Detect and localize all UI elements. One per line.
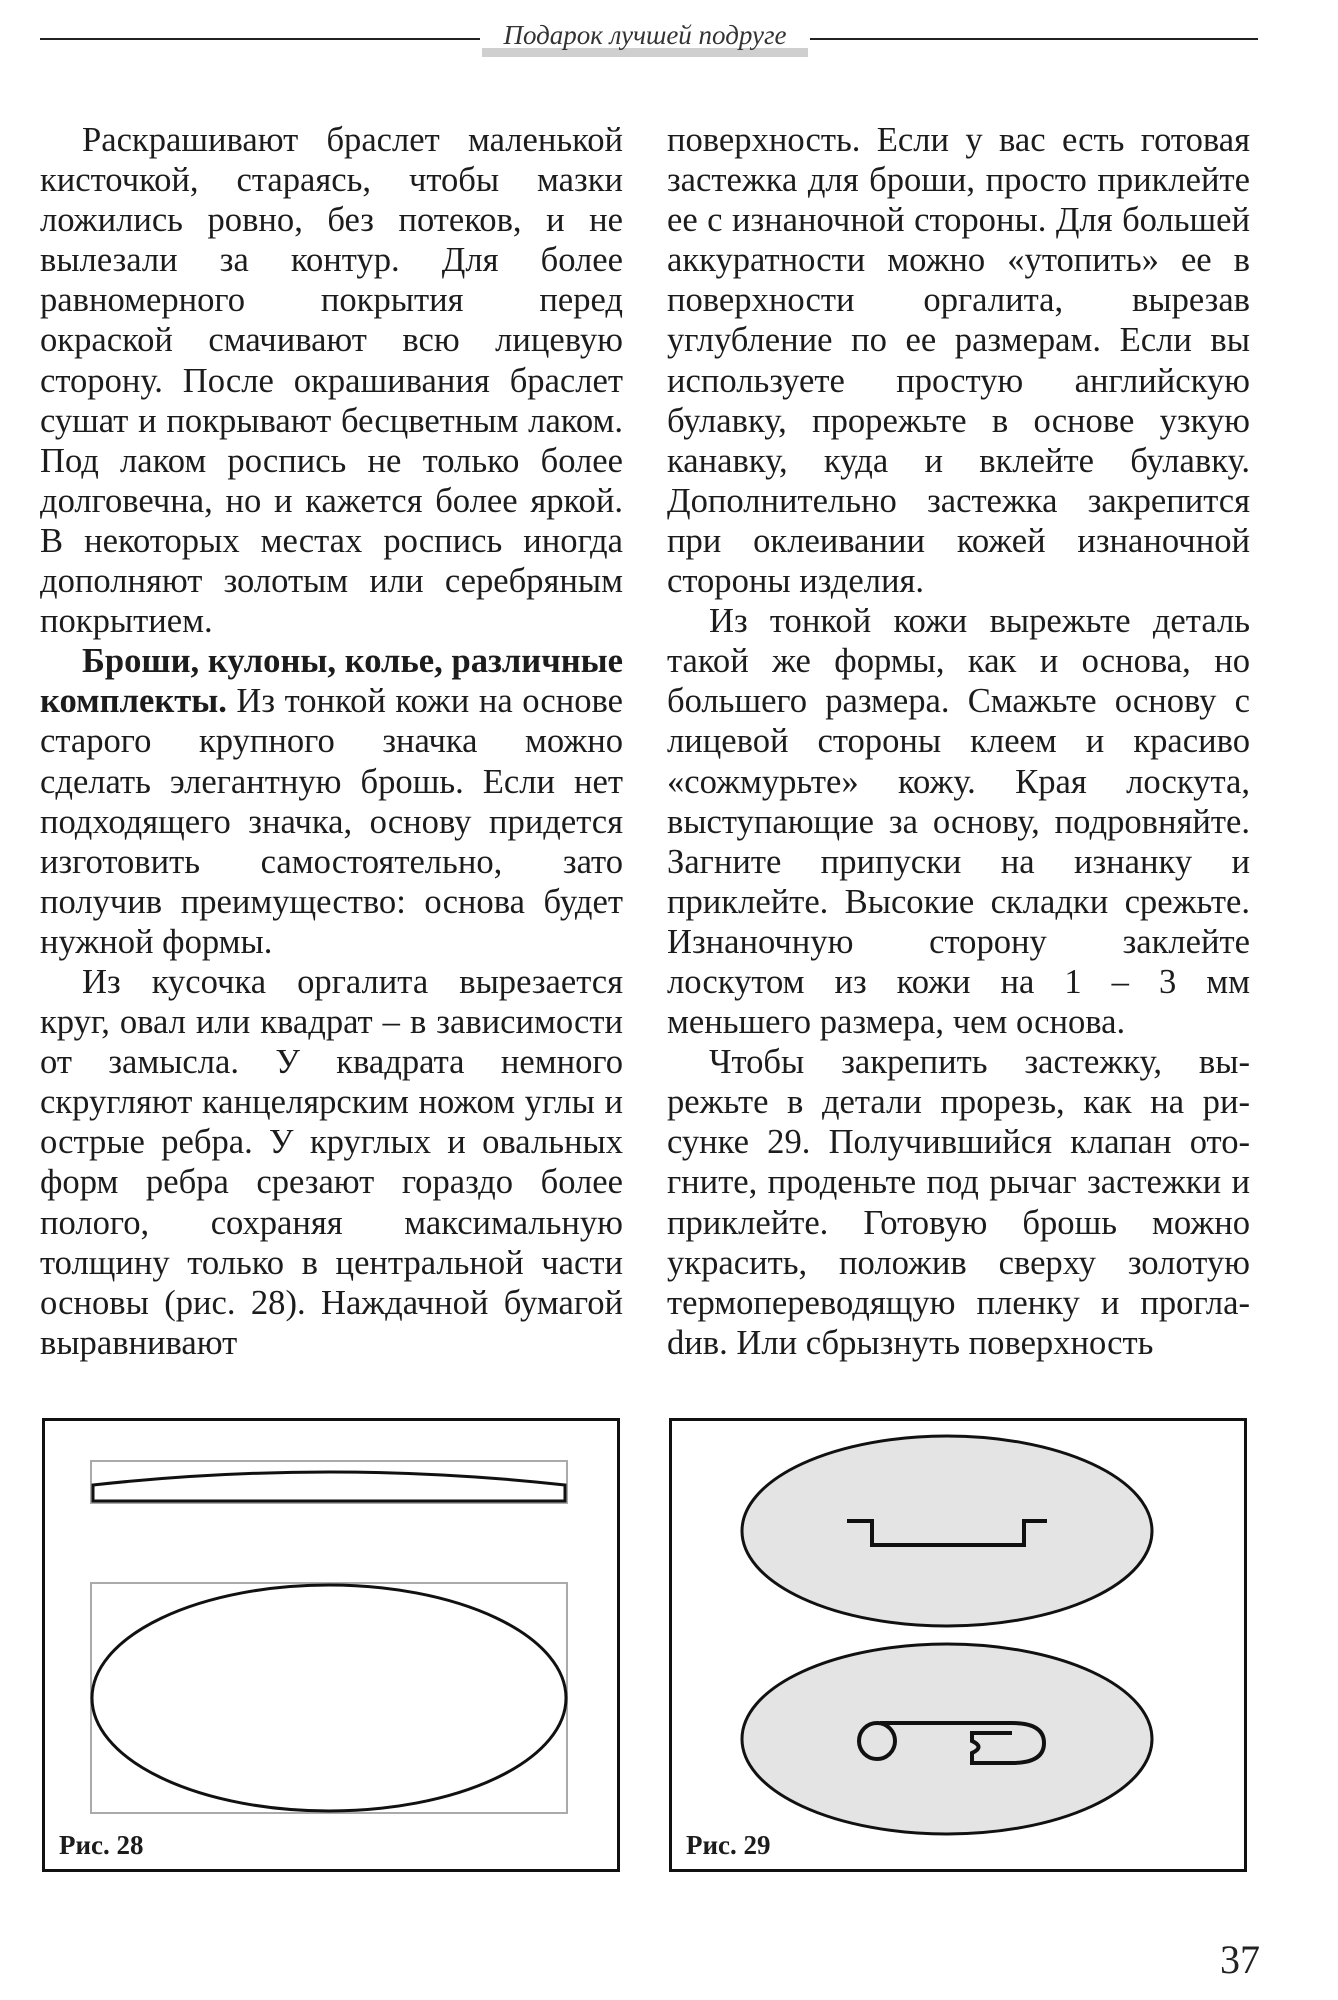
right-column	[667, 120, 1250, 1363]
figure-28	[42, 1418, 620, 1872]
paragraph-clasp-attach: поверхность. Если у вас есть готовая застежка для броши, просто приклейте ее с изнаночной стороны. Для большей аккуратности можно «утопить» ее в поверхности оргалита, вырезав углубление по ее размерам. Если вы используете простую английскую булавку, прорежьте в основе узкую канавку, куда и вклейте булавку. Дополнительно застежка закрепится при оклеивании кожей изнаночной стороны изделия.	[667, 121, 1250, 601]
paragraph-bracelet-painting: Раскрашивают браслет маленькой кисточкой, стараясь, чтобы мазки ложились ровно, без потеков, и не вылезали за контур. Для более равномерного покрытия перед окраской смачивают всю лицевую сторону. После окрашивания браслет сушат и покрывают бесцветным лаком. Под лаком роспись не только более долговечна, но и кажется более яркой. В некоторых местах роспись иногда дополняют золотым или серебряным покрытием.	[40, 121, 623, 641]
figure-28-drawing	[45, 1421, 617, 1869]
header-rule-right	[810, 38, 1258, 40]
paragraph-brooches	[40, 641, 623, 962]
section-heading-brooches: Броши, кулоны, колье, различные комплекты.	[40, 642, 623, 721]
side-profile-shape	[93, 1472, 565, 1501]
figure-28-caption: Рис. 28	[59, 1830, 144, 1860]
paragraph-clasp-slot: Чтобы закрепить застежку, вырежьте в детали прорезь, как на рисунке 29. Получившийся клапан отогните, проденьте под рычаг застежки и приклейте. Готовую брошь можно украсить, положив сверху золотую термопереводящую пленку и проглаdив. Или сбрызнуть поверхность	[667, 1043, 1250, 1362]
oval-base-shape	[92, 1585, 566, 1811]
figure-29	[669, 1418, 1247, 1872]
figure-29-caption: Рис. 29	[686, 1830, 771, 1860]
paragraph-hardboard-base: Из кусочка оргалита вырезается круг, овал или квадрат – в зависимости от замысла. У квадрата немного скругляют канцелярским ножом углы и острые ребра. У круглых и овальных форм ребра срезают гораздо более полого, сохраняя максимальную толщину только в центральной части основы (рис. 28). Наждачной бумагой выравнивают	[40, 962, 623, 1362]
page-number: 37	[1220, 1937, 1260, 1982]
figure-29-drawing	[672, 1421, 1244, 1869]
paragraph-brooches-text: Из тонкой кожи на основе старого крупного значка можно сделать элегантную брошь. Если нет подходящего значка, основу придется изготовить самостоятельно, зато получив преимущество: основа будет нужной формы.	[40, 682, 623, 961]
header-rule-left	[40, 38, 480, 40]
left-column	[40, 120, 623, 1363]
running-title: Подарок лучшей подруге	[482, 20, 808, 57]
oval-with-pin	[742, 1644, 1152, 1834]
oval-with-slot	[742, 1436, 1152, 1626]
paragraph-leather-cover: Из тонкой кожи вырежьте деталь такой же формы, как и основа, но большего размера. Смажьте основу с лицевой стороны клеем и красиво «сожмурьте» кожу. Края лоскута, выступающие за основу, подровняйте. Загните припуски на изнанку и приклейте. Высокие складки срежьте. Изнаночную сторону заклейте лоскутом из кожи на 1 – 3 мм меньшего размера, чем основа.	[667, 602, 1250, 1042]
